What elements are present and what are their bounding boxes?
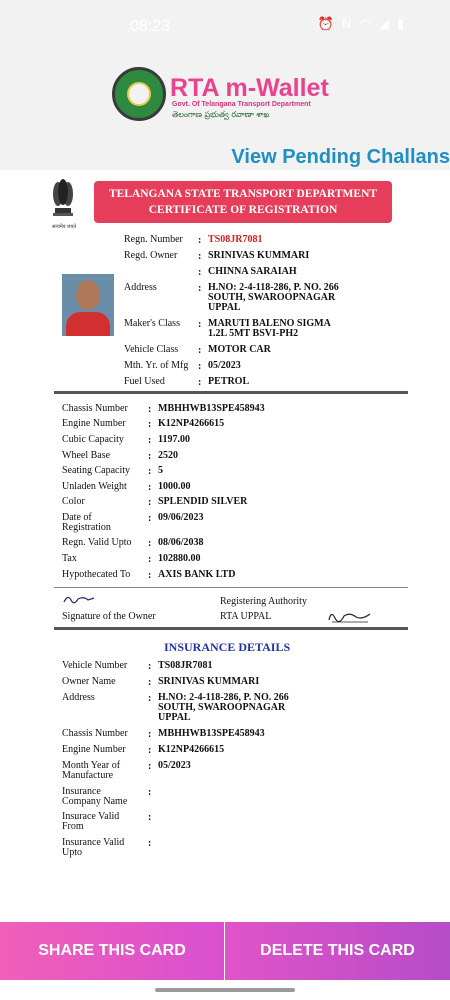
field-label: Month Year of Manufacture [62,760,121,781]
field-separator: : [148,729,152,740]
field-separator: : [148,745,152,756]
owner-photo [62,274,114,336]
field-separator: : [198,267,202,278]
field-label: Vehicle Class [124,344,179,355]
field-value: TS08JR7081 [158,660,213,671]
field-separator: : [148,761,152,772]
field-value: CHINNA SARAIAH [208,266,297,277]
field-label: Unladen Weight [62,481,127,492]
field-value: 05/2023 [208,360,241,371]
signal-icon: ◢ [378,17,397,32]
field-label: Mth. Yr. of Mfg [124,360,189,371]
field-separator: : [198,345,202,356]
field-label: Insurace Valid From [62,811,120,832]
telangana-emblem-icon [112,67,166,121]
insurance-details-title: INSURANCE DETAILS [164,640,291,654]
field-value: MARUTI BALENO SIGMA 1.2L 5MT BSVI-PH2 [208,318,331,339]
field-separator: : [198,361,202,372]
emblem-caption: सत्यमेव जयते [52,225,77,230]
field-value: 05/2023 [158,760,191,771]
certificate-title: CERTIFICATE OF REGISTRATION [148,204,338,216]
field-value: 08/06/2038 [158,537,204,548]
field-label: Hypothecated To [62,569,131,580]
alarm-icon: ⏰ [317,17,342,32]
field-separator: : [148,693,152,704]
field-label: Engine Number [62,418,126,429]
field-value: 1000.00 [158,481,191,492]
field-label: Maker's Class [124,318,180,329]
field-value: 5 [158,465,163,476]
field-label: Address [62,692,95,703]
app-telugu-subtitle: తెలంగాణ ప్రభుత్వ రవాణా శాఖ [172,110,270,119]
field-separator: : [198,235,202,246]
field-separator: : [148,513,152,524]
ashoka-emblem-icon [50,178,76,222]
field-separator: : [148,404,152,415]
owner-signature-label: Signature of the Owner [62,611,156,622]
divider [54,391,408,394]
field-value: 102880.00 [158,553,201,564]
field-label: Cubic Capacity [62,434,124,445]
app-subtitle: Govt. Of Telangana Transport Department [172,101,311,108]
field-separator: : [148,482,152,493]
authority-signature [326,608,374,624]
field-label: Insurance Valid Upto [62,837,125,858]
field-label: Regn. Valid Upto [62,537,132,548]
field-value: 1197.00 [158,434,190,445]
nfc-icon: N [341,17,360,32]
delete-card-button[interactable]: DELETE THIS CARD [225,922,450,980]
field-separator: : [148,435,152,446]
app-title: RTA m-Wallet [170,74,329,102]
field-separator: : [148,787,152,798]
share-card-button[interactable]: SHARE THIS CARD [0,922,224,980]
battery-icon: ▮ [396,17,412,32]
status-bar [0,0,450,58]
field-separator: : [148,497,152,508]
field-separator: : [148,570,152,581]
field-label: Date of Registration [62,512,111,533]
field-value: MOTOR CAR [208,344,271,355]
field-separator: : [148,451,152,462]
field-separator: : [198,377,202,388]
field-value: K12NP4266615 [158,418,225,429]
field-label: Owner Name [62,676,116,687]
field-value: TS08JR7081 [208,234,263,245]
field-value: H.NO: 2-4-118-286, P. NO. 266 SOUTH, SWAROOPNAGAR UPPAL [158,692,289,723]
field-separator: : [148,677,152,688]
department-name: TELANGANA STATE TRANSPORT DEPARTMENT [108,188,378,200]
divider [54,587,408,588]
registering-authority-label: Registering Authority [220,596,307,607]
field-label: Color [62,496,85,507]
field-value: MBHHWB13SPE458943 [158,728,265,739]
department-banner [94,181,392,223]
field-label: Chassis Number [62,403,128,414]
field-separator: : [198,251,202,262]
field-separator: : [148,554,152,565]
divider [54,627,408,630]
status-icons [318,17,412,32]
field-value: 2520 [158,450,178,461]
field-separator: : [148,812,152,823]
status-time: 08:23 [130,18,171,35]
field-separator: : [148,419,152,430]
field-separator: : [148,538,152,549]
home-gesture-handle[interactable] [155,988,295,992]
field-separator: : [148,466,152,477]
field-separator: : [198,319,202,330]
field-value: SRINIVAS KUMMARI [208,250,310,261]
field-label: Fuel Used [124,376,165,387]
field-label: Regn. Number [124,234,183,245]
field-value: PETROL [208,376,250,387]
field-label: Tax [62,553,77,564]
field-label: Regd. Owner [124,250,178,261]
wifi-icon: ◠ [359,17,379,32]
view-pending-challans-link[interactable]: View Pending Challans [231,146,450,168]
field-label: Vehicle Number [62,660,128,671]
field-label: Engine Number [62,744,126,755]
field-label: Insurance Company Name [62,786,128,807]
field-label: Address [124,282,157,293]
field-label: Wheel Base [62,450,111,461]
field-value: SRINIVAS KUMMARI [158,676,260,687]
field-separator: : [148,838,152,849]
field-value: K12NP4266615 [158,744,225,755]
field-value: 09/06/2023 [158,512,204,523]
navigation-bar [0,980,450,1000]
rta-name: RTA UPPAL [220,611,272,622]
field-value: SPLENDID SILVER [158,496,248,507]
field-separator: : [148,661,152,672]
field-value: H.NO: 2-4-118-286, P. NO. 266 SOUTH, SWAROOPNAGAR UPPAL [208,282,339,313]
field-value: AXIS BANK LTD [158,569,236,580]
field-label: Seating Capacity [62,465,131,476]
field-value: MBHHWB13SPE458943 [158,403,265,414]
owner-signature [62,594,96,606]
field-label: Chassis Number [62,728,128,739]
field-separator: : [198,283,202,294]
